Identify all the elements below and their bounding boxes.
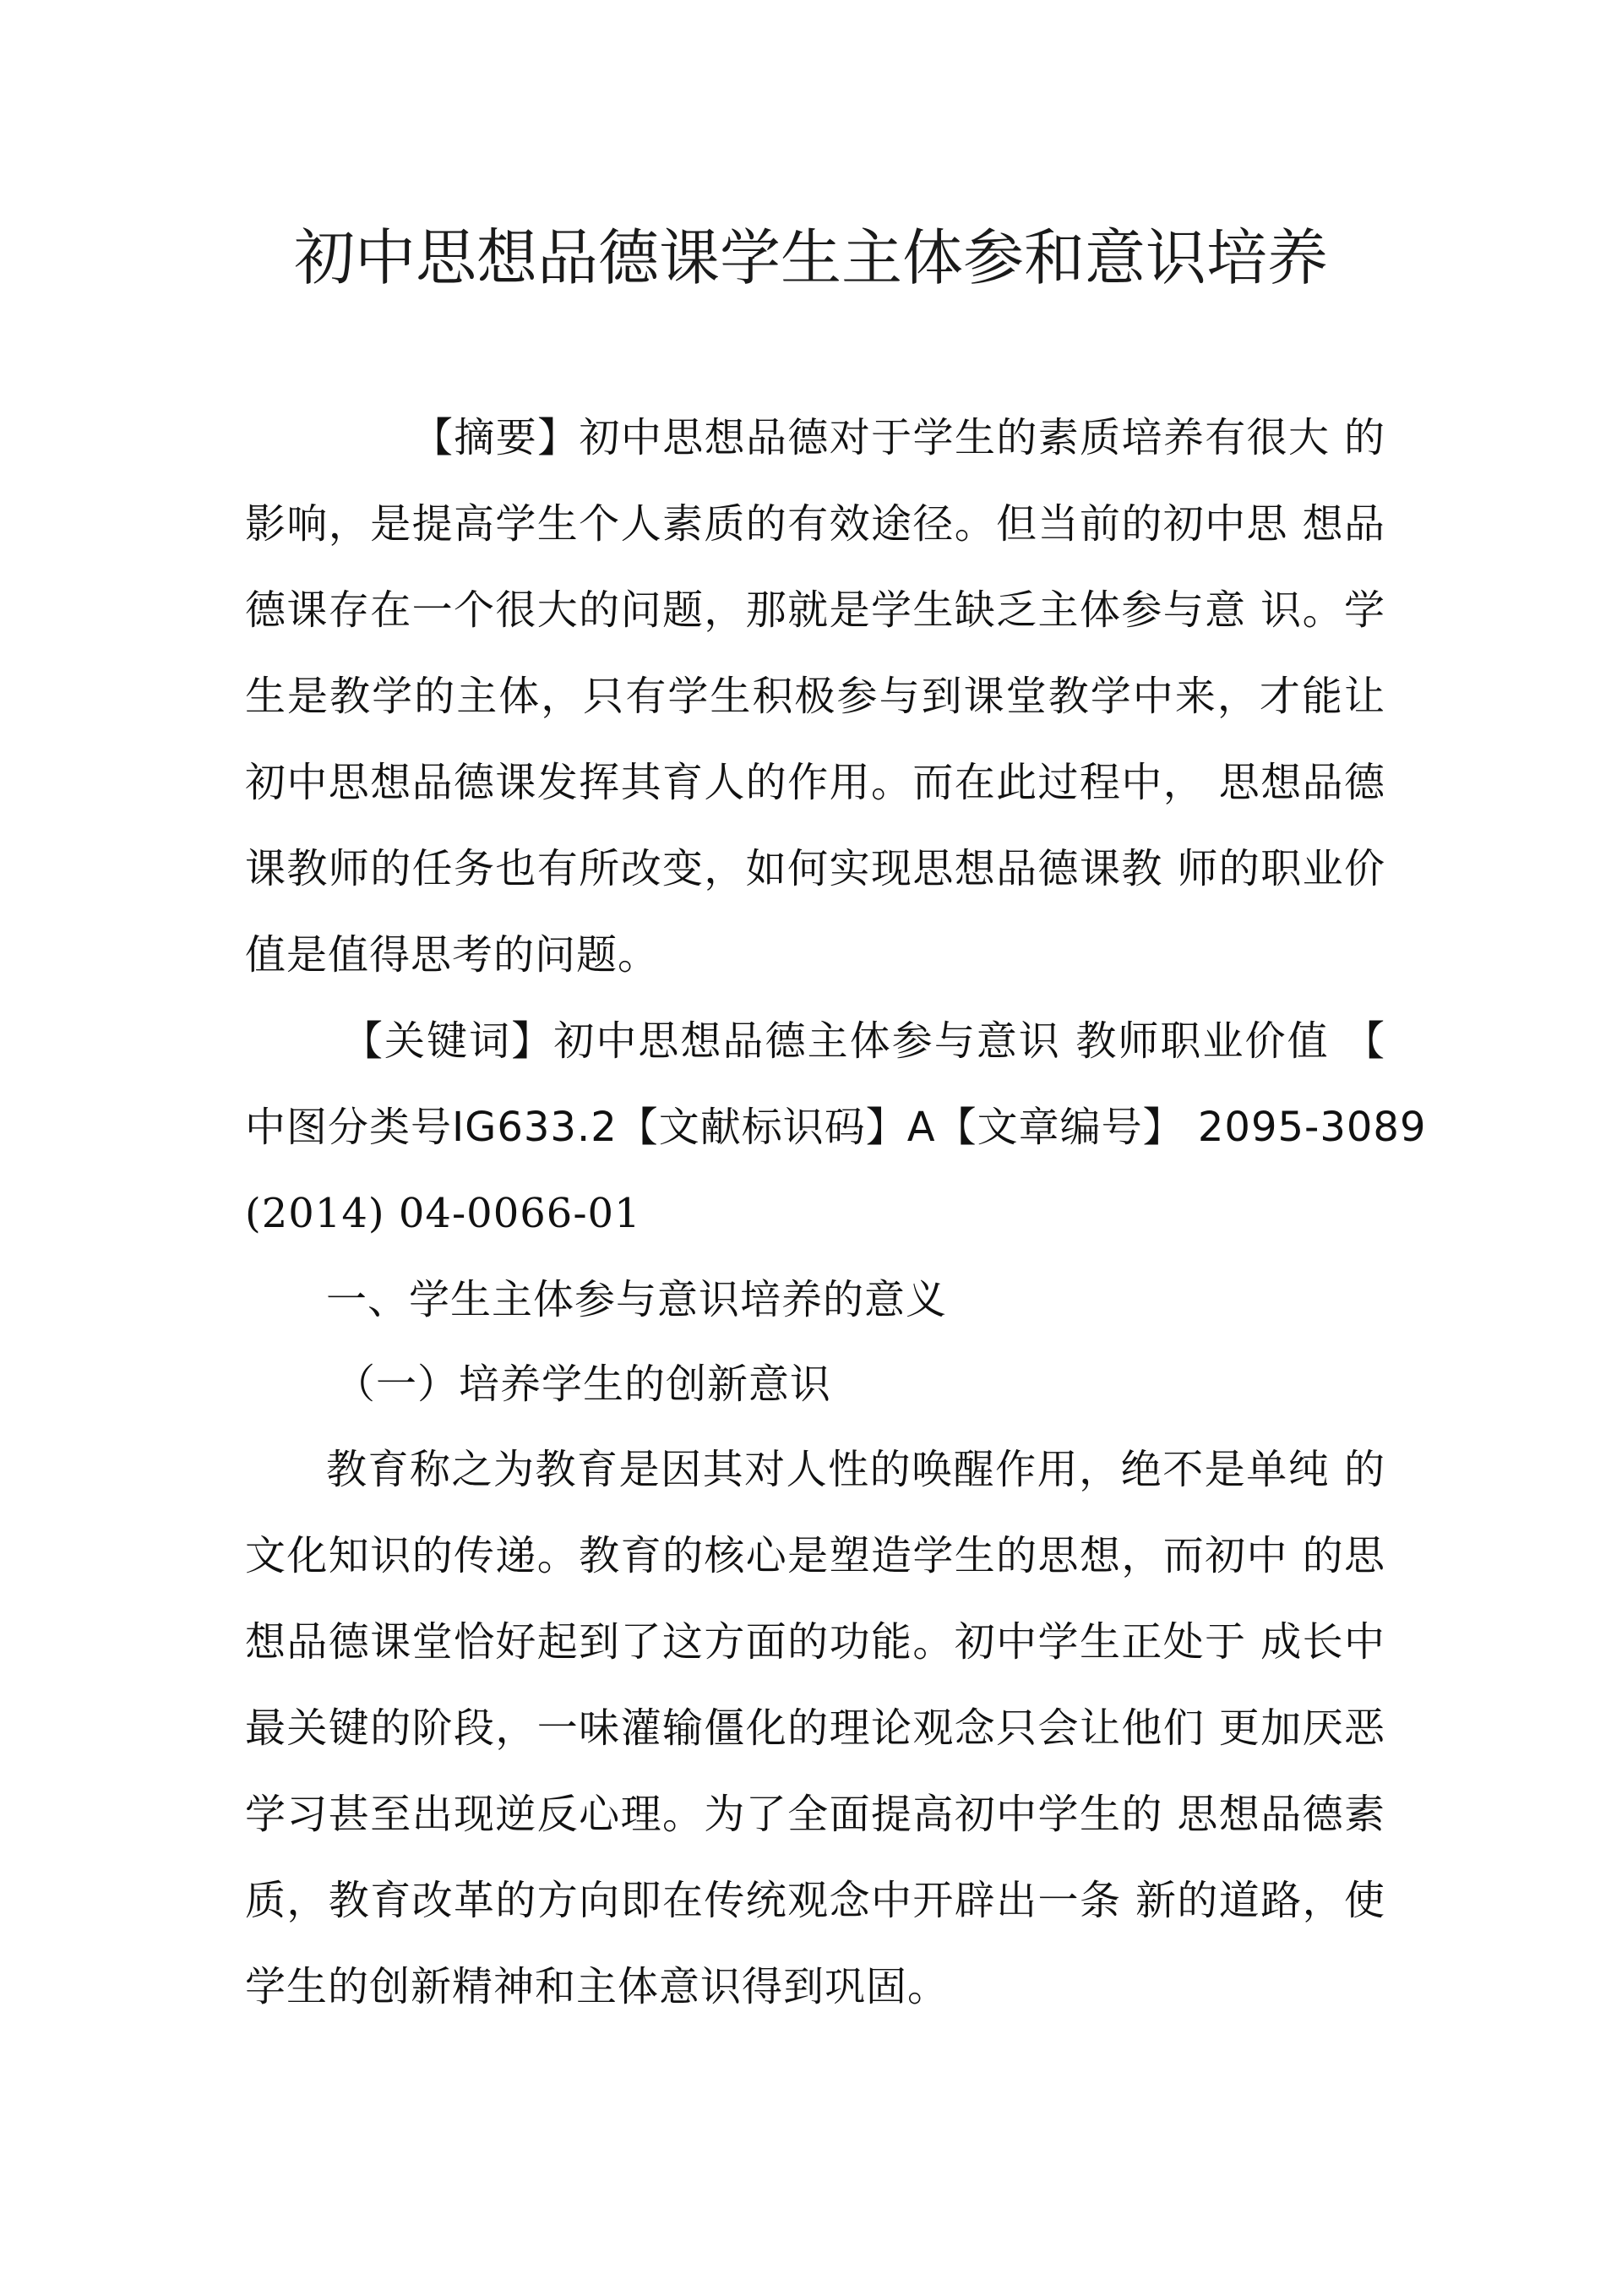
article-number-line: (2014) 04-0066-01 xyxy=(245,1190,641,1237)
body-line-5: 学习甚至出现逆反心理。为了全面提高初中学生的 思想品德素 xyxy=(245,1791,1385,1838)
body-line-6: 质，教育改革的方向即在传统观念中开辟出一条 新的道路，使 xyxy=(245,1877,1385,1924)
abstract-line-1: 【摘要】初中思想品德对于学生的素质培养有很大 的 xyxy=(412,414,1385,461)
body-line-3: 想品德课堂恰好起到了这方面的功能。初中学生正处于 成长中 xyxy=(245,1618,1385,1666)
abstract-line-3: 德课存在一个很大的问题，那就是学生缺乏主体参与意 识。学 xyxy=(245,586,1385,634)
section-subheading: （一）培养学生的创新意识 xyxy=(335,1361,832,1408)
document-title: 初中思想品德课学生主体参和意识培养 xyxy=(293,222,1328,293)
body-line-2: 文化知识的传递。教育的核心是塑造学生的思想，而初中 的思 xyxy=(245,1532,1385,1579)
abstract-line-7: 值是值得思考的问题。 xyxy=(245,931,660,979)
abstract-line-4: 生是教学的主体，只有学生积极参与到课堂教学中来，才能让 xyxy=(245,673,1385,720)
classification-line: 中图分类号IG633.2【文献标识码】A【文章编号】 2095-3089 xyxy=(245,1104,1427,1151)
abstract-line-6: 课教师的任务也有所改变，如何实现思想品德课教 师的职业价 xyxy=(245,845,1385,892)
body-line-4: 最关键的阶段，一味灌输僵化的理论观念只会让他们 更加厌恶 xyxy=(245,1704,1385,1752)
section-heading: 一、学生主体参与意识培养的意义 xyxy=(326,1276,948,1323)
body-line-1: 教育称之为教育是因其对人性的唤醒作用，绝不是单纯 的 xyxy=(326,1446,1385,1493)
body-line-7: 学生的创新精神和主体意识得到巩固。 xyxy=(245,1963,950,2010)
abstract-line-2: 影响，是提高学生个人素质的有效途径。但当前的初中思 想品 xyxy=(245,500,1385,548)
keywords-line-1: 【关键词】初中思想品德主体参与意识 教师职业价值 【 xyxy=(342,1017,1385,1065)
abstract-line-5: 初中思想品德课发挥其育人的作用。而在此过程中， 思想品德 xyxy=(245,759,1385,806)
